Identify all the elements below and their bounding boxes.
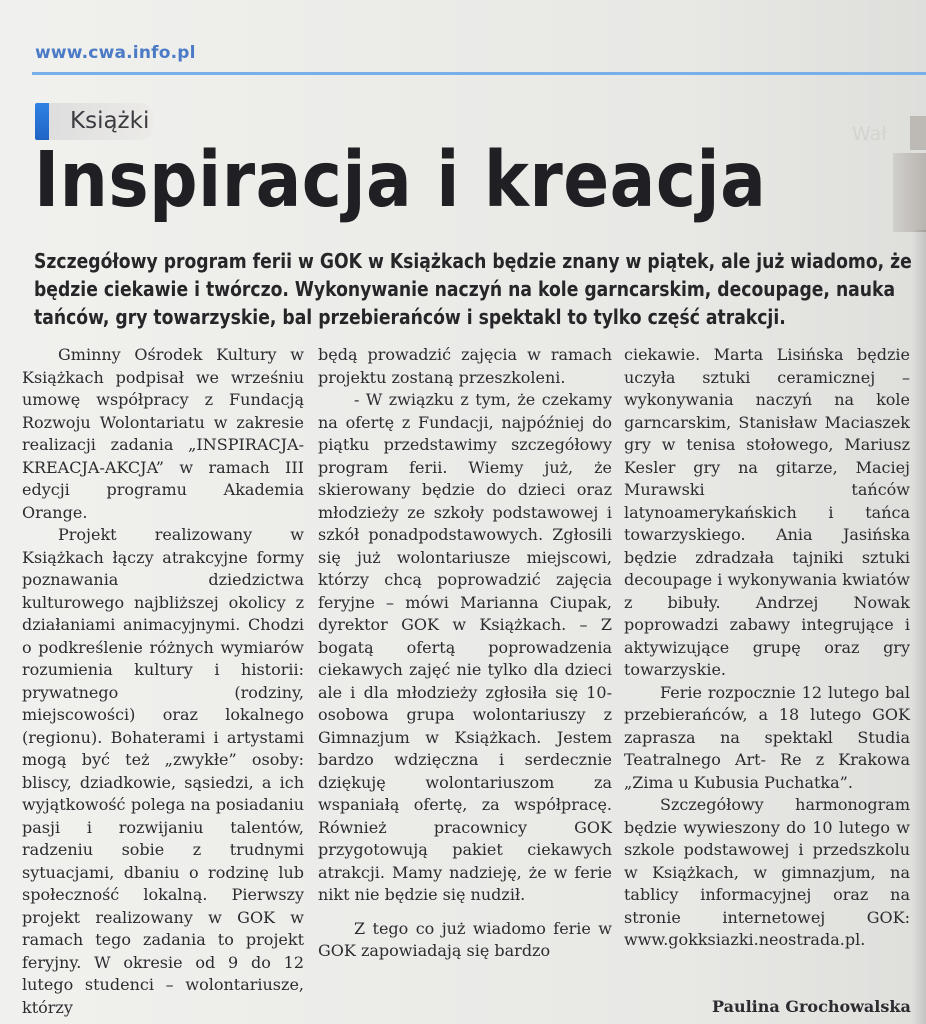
site-url[interactable]: www.cwa.info.pl — [35, 43, 196, 63]
article-paragraph: Gminny Ośrodek Kultury w Książkach podpisał we wrześniu umowę współpracy z Fundacją Rozwoju Wolontariatu w zakresie realizacji zadania „INSPIRACJA-KREACJA-AKCJA” w ramach III edycji programu Akademia Orange. — [22, 345, 304, 522]
article-paragraph: Z tego co już wiadomo ferie w GOK zapowiadają się bardzo — [318, 918, 612, 960]
lead-line: tańców, gry towarzyskie, bal przebierańców i spektakl to tylko część atrakcji. — [34, 305, 786, 329]
article-author: Paulina Grochowalska — [712, 997, 911, 1016]
header-rule — [32, 72, 926, 75]
neighbor-page-block — [910, 116, 926, 150]
neighbor-page-label: Wał — [852, 123, 887, 145]
section-marker — [35, 103, 49, 140]
article-paragraph: Ferie rozpocznie 12 lutego bal przebierańców, a 18 lutego GOK zaprasza na spektakl Studia Teatralnego Art- Re z Krakowa „Zima u Kubusia Puchatka”. — [624, 682, 910, 792]
article-column-1 — [22, 344, 304, 1019]
lead-line: będzie ciekawie i twórczo. Wykonywanie naczyń na kole garncarskim, decoupage, nauka — [34, 277, 896, 301]
page-edge-shadow — [912, 230, 926, 1024]
article-paragraph: Projekt realizowany w Książkach łączy atrakcyjne formy poznawania dziedzictwa kulturowego najbliższej okolicy z działaniami animacyjnymi. Chodzi o podkreślenie różnych wymiarów rozumienia kultury i historii: prywatnego (rodziny, miejscowości) oraz lokalnego (regionu). Bohaterami i artystami mogą być też „zwykłe” osoby: bliscy, dziadkowie, sąsiedzi, a ich wyjątkowość polega na posiadaniu pasji i rozwijaniu talentów, radzeniu sobie z trudnymi sytuacjami, dbaniu o rodzinę lub społeczność lokalną. Pierwszy projekt realizowany w GOK w ramach tego zadania to projekt feryjny. W okresie od 9 do 12 lutego studenci – wolontariusze, którzy — [22, 525, 304, 1017]
article-title: Inspiracja i kreacja — [34, 136, 767, 225]
article-lead — [34, 247, 921, 331]
article-paragraph: ciekawie. Marta Lisińska będzie uczyła sztuki ceramicznej – wykonywania naczyń na kole garncarskim, Stanisław Maciaszek gry w tenisa stołowego, Mariusz Kesler gry na gitarze, Maciej Murawski tańców latynoamerykańskich i tańca towarzyskiego. Ania Jasińska będzie zdradzała tajniki sztuki decoupage i wykonywania kwiatów z bibuły. Andrzej Nowak poprowadzi zabawy integrujące i aktywizujące grupę oraz gry towarzyskie. — [624, 345, 910, 679]
article-paragraph: Szczegółowy harmonogram będzie wywieszony do 10 lutego w szkole podstawowej i przedszkolu w Książkach, w gimnazjum, na tablicy informacyjnej oraz na stronie internetowej GOK: www.gokksiazki.neostrada.pl. — [624, 795, 910, 949]
section-label: Książki — [70, 108, 150, 134]
neighbor-page-heading — [893, 153, 926, 232]
article-column-3 — [624, 344, 910, 952]
article-column-2 — [318, 344, 612, 963]
lead-line: Szczegółowy program ferii w GOK w Książkach będzie znany w piątek, ale już wiadomo, że — [34, 249, 912, 273]
article-paragraph: - W związku z tym, że czekamy na ofertę z Fundacji, najpóźniej do piątku przedstawimy szczegółowy program ferii. Wiemy już, że skierowany będzie do dzieci oraz młodzieży ze szkoły podstawowej i szkół ponadpodstawowych. Zgłosili się już wolontariusze miejscowi, którzy chcą poprowadzić zajęcia feryjne – mówi Marianna Ciupak, dyrektor GOK w Książkach. – Z bogatą ofertą poprowadzenia ciekawych zajęć nie tylko dla dzieci ale i dla młodzieży zgłosiła się 10-osobowa grupa wolontariuszy z Gimnazjum w Książkach. Jestem bardzo wdzięczna i serdecznie dziękuję wolontariuszom za wspaniałą ofertę, za współpracę. Również pracownicy GOK przygotowują pakiet ciekawych atrakcji. Mamy nadzieję, że w ferie nikt nie będzie się nudził. — [318, 390, 612, 904]
article-paragraph: będą prowadzić zajęcia w ramach projektu zostaną przeszkoleni. — [318, 345, 612, 387]
